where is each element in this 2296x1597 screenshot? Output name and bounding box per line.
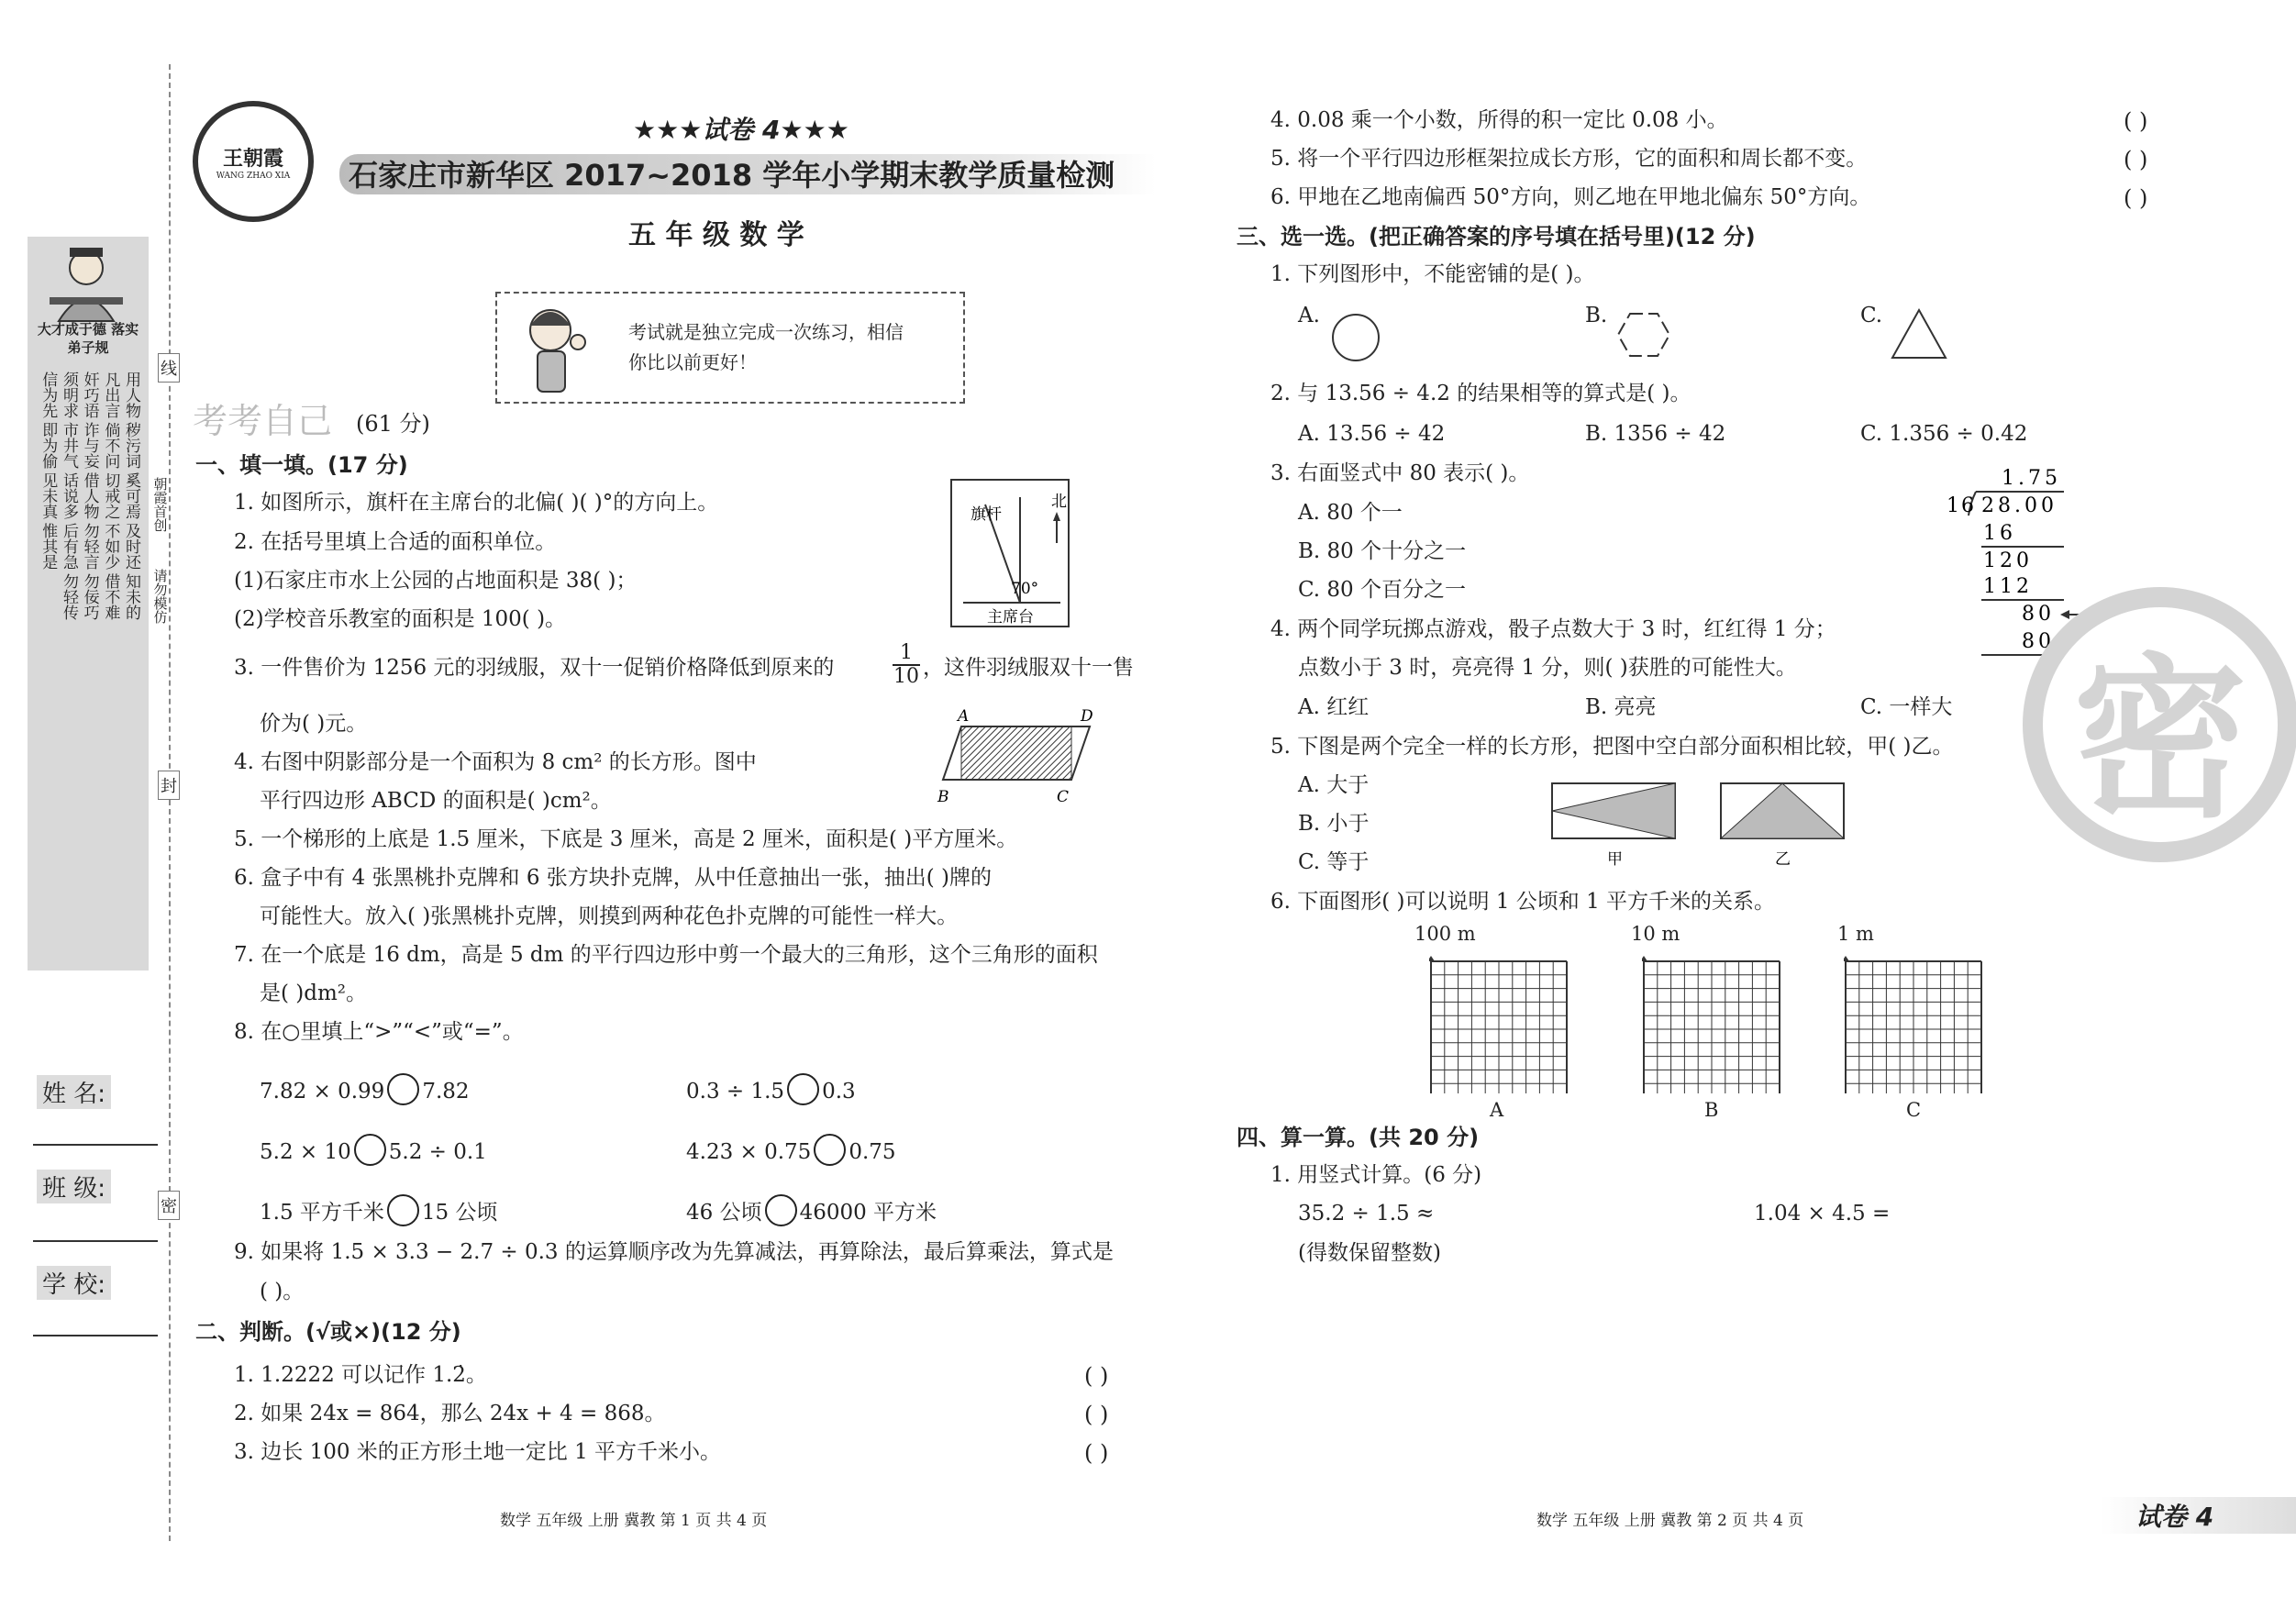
fill-question-4-a: 4. 右图中阴影部分是一个面积为 8 cm² 的长方形。图中	[234, 750, 757, 774]
choice-question-1: 1. 下列图形中，不能密铺的是( )。	[1270, 262, 1595, 286]
choice-question-4-a: 4. 两个同学玩掷点游戏，骰子点数大于 3 时，红红得 1 分；	[1270, 617, 1836, 641]
motto-col: 知未的	[122, 573, 140, 620]
class-label: 班 级:	[37, 1170, 111, 1203]
option-label[interactable]: B. 亮亮	[1585, 695, 1657, 719]
option-label[interactable]: A. 大于	[1298, 773, 1370, 797]
compare-item	[686, 1194, 937, 1226]
motto-col: 惟其是	[39, 523, 58, 570]
motto: 大才成于德 落实弟子规	[37, 321, 139, 356]
fill-question-5: 5. 一个梯形的上底是 1.5 厘米，下底是 3 厘米，高是 2 厘米，面积是( )平方厘米。	[234, 827, 1018, 851]
division-dividend: 28.00	[1981, 494, 2058, 517]
judge-question-3: 3. 边长 100 米的正方形土地一定比 1 平方千米小。	[234, 1440, 722, 1464]
fill-question-2: 2. 在括号里填上合适的面积单位。	[234, 530, 557, 554]
seal-char: 封	[158, 771, 180, 800]
motto-col: 话说多	[59, 472, 78, 519]
logo-text: 王朝霞	[222, 146, 283, 171]
compare-right: 15 公顷	[421, 1201, 498, 1225]
motto-col: 不如少	[101, 523, 120, 570]
seal-char: 密	[158, 1191, 180, 1220]
section-title: 考考自己	[193, 401, 333, 441]
fill-question-4-b: 平行四边形 ABCD 的面积是( )cm²。	[260, 789, 612, 813]
judge-question-4: 4. 0.08 乘一个小数，所得的积一定比 0.08 小。	[1270, 108, 1728, 132]
vertex-b: B	[937, 788, 949, 806]
motto-col: 后有急	[59, 523, 78, 570]
parallelogram-figure	[934, 706, 1108, 816]
motto-col: 市井气	[59, 422, 78, 469]
fill-question-6-b: 可能性大。放入( )张黑桃扑克牌，则摸到两种花色扑克牌的可能性一样大。	[260, 904, 959, 928]
option-label[interactable]: C. 等于	[1298, 850, 1370, 874]
grid-size-label: 1 m	[1837, 923, 1874, 945]
rectangle-compare-figure	[1550, 782, 1853, 870]
compare-left: 1.5 平方千米	[260, 1201, 384, 1225]
motto-col: 即为偷	[39, 422, 58, 469]
calc-question-1: 1. 用竖式计算。(6 分)	[1270, 1163, 1482, 1187]
stamp-character: 密	[2072, 638, 2247, 841]
motto-col: 诈与妄	[80, 422, 99, 469]
fill-question-7-a: 7. 在一个底是 16 dm，高是 5 dm 的平行四边形中剪一个最大的三角形，这个三角形的面积	[234, 943, 1098, 967]
compare-right: 5.2 ÷ 0.1	[388, 1140, 487, 1164]
vertex-c: C	[1057, 788, 1070, 806]
fill-question-8: 8. 在○里填上“>”“<”或“=”。	[234, 1020, 524, 1044]
option-label[interactable]: B. 1356 ÷ 42	[1585, 422, 1726, 446]
compare-item	[260, 1073, 470, 1105]
fill-section-title: 一、填一填。(17 分)	[195, 452, 408, 478]
compare-circle[interactable]	[787, 1073, 819, 1105]
motto-col: 倘不问	[101, 422, 120, 469]
judge-question-1: 1. 1.2222 可以记作 1.2̇。	[234, 1363, 487, 1387]
motto-col: 信为先	[39, 372, 58, 418]
paper-label: ★★★试卷 4★★★	[633, 115, 849, 145]
option-label[interactable]: C. 一样大	[1860, 695, 1953, 719]
option-label[interactable]: B. 小于	[1298, 812, 1370, 836]
compare-left: 0.3 ÷ 1.5	[686, 1080, 785, 1103]
fill-question-2-1: (1)石家庄市水上公园的占地面积是 38( )；	[234, 569, 638, 593]
option-label[interactable]: C.	[1860, 304, 1883, 327]
class-field[interactable]	[33, 1240, 158, 1242]
compare-left: 4.23 × 0.75	[686, 1140, 812, 1164]
choice-question-2: 2. 与 13.56 ÷ 4.2 的结果相等的算式是( )。	[1270, 382, 1691, 405]
division-row: 0	[2040, 658, 2053, 681]
figure-label-yi: 乙	[1775, 850, 1791, 869]
stage-label: 主席台	[987, 608, 1034, 627]
motto-col: 借不难	[101, 573, 120, 620]
flagpole-figure	[950, 479, 1070, 627]
answer-paren[interactable]: ( )	[1084, 1402, 1109, 1427]
answer-paren[interactable]: ( )	[1084, 1363, 1109, 1389]
motto-col: 勿轻传	[59, 573, 78, 620]
fill-question-9-b: ( )。	[260, 1280, 305, 1303]
grid-figure-c	[1844, 948, 1983, 1093]
compare-right: 0.75	[849, 1140, 896, 1164]
corner-paper-label: 试卷 4	[2135, 1502, 2214, 1532]
compare-item	[260, 1134, 487, 1166]
choice-question-4-b: 点数小于 3 时，亮亮得 1 分，则( )获胜的可能性大。	[1298, 656, 1797, 680]
option-label[interactable]: C. 80 个百分之一	[1298, 578, 1466, 602]
seal-char: 线	[158, 353, 180, 383]
division-quotient: 1.75	[2002, 467, 2061, 490]
motto-columns	[37, 372, 139, 959]
paper-label-text: 试卷 4	[702, 115, 781, 145]
fill-question-3-b: ，这件羽绒服双十一售	[923, 656, 1134, 680]
motto-col: 奚可焉	[122, 472, 140, 519]
grid-name[interactable]: A	[1490, 1099, 1504, 1121]
school-field[interactable]	[33, 1335, 158, 1336]
exam-title: 石家庄市新华区 2017~2018 学年小学期末教学质量检测	[349, 158, 1115, 193]
judge-section-title: 二、判断。(√或×)(12 分)	[195, 1319, 461, 1345]
motto-col: 须明求	[59, 372, 78, 418]
option-label[interactable]: A. 80 个一	[1298, 501, 1403, 525]
choice-question-6: 6. 下面图形( )可以说明 1 公顷和 1 平方千米的关系。	[1270, 890, 1776, 914]
confidential-stamp	[2023, 587, 2296, 862]
option-label[interactable]: A. 红红	[1298, 695, 1370, 719]
motto-col: 及时还	[122, 523, 140, 570]
division-row: 80	[2022, 603, 2055, 626]
option-label[interactable]: C. 1.356 ÷ 0.42	[1860, 422, 2028, 446]
option-label[interactable]: A.	[1298, 304, 1320, 327]
fraction-denominator: 10	[893, 665, 919, 689]
vertex-a: A	[958, 707, 970, 726]
grid-figure-b	[1642, 948, 1781, 1093]
scholar-illustration	[40, 240, 132, 323]
angle-label: 70°	[1011, 580, 1039, 598]
motto-col: 秽污词	[122, 422, 140, 469]
calc-section-title: 四、算一算。(共 20 分)	[1237, 1125, 1480, 1150]
calc-expression-b: 1.04 × 4.5 =	[1754, 1202, 1891, 1225]
compare-item	[260, 1194, 497, 1226]
compare-right: 7.82	[422, 1080, 470, 1103]
division-divisor: 16	[1947, 494, 1976, 517]
motto-col: 奸巧语	[80, 372, 99, 418]
fill-question-3-c: 价为( )元。	[260, 712, 368, 736]
compare-left: 46 公顷	[686, 1201, 762, 1225]
motto-col: 凡出言	[101, 372, 120, 418]
grid-size-label: 10 m	[1631, 923, 1680, 945]
compare-circle[interactable]	[387, 1073, 419, 1105]
encouragement-line-2: 你比以前更好！	[628, 351, 757, 373]
name-field[interactable]	[33, 1144, 158, 1146]
choice-question-5: 5. 下图是两个完全一样的长方形，把图中空白部分面积相比较，甲( )乙。	[1270, 735, 1954, 759]
vertex-d: D	[1081, 707, 1093, 726]
motto-col: 见未真	[39, 472, 58, 519]
grid-size-label: 100 m	[1414, 923, 1476, 945]
fill-question-1: 1. 如图所示，旗杆在主席台的北偏( )( )°的方向上。	[234, 491, 719, 515]
fill-question-7-b: 是( )dm²。	[260, 981, 368, 1005]
girl-illustration	[514, 298, 596, 394]
choice-section-title: 三、选一选。(把正确答案的序号填在括号里)(12 分)	[1237, 224, 1756, 250]
flag-label: 旗杆	[971, 505, 1002, 524]
option-label[interactable]: A. 13.56 ÷ 42	[1298, 422, 1446, 446]
logo	[193, 101, 314, 222]
north-label: 北	[1051, 493, 1067, 511]
compare-item	[686, 1073, 856, 1105]
fill-question-3-a: 3. 一件售价为 1256 元的羽绒服，双十一促销价格降低到原来的	[234, 656, 835, 680]
fill-question-6-a: 6. 盒子中有 4 张黑桃扑克牌和 6 张方块扑克牌，从中任意抽出一张，抽出( )牌的	[234, 866, 993, 890]
fill-question-9-a: 9. 如果将 1.5 × 3.3 − 2.7 ÷ 0.3 的运算顺序改为先算减法，再算除法，最后算乘法，算式是	[234, 1240, 1114, 1264]
grid-figure-a	[1429, 948, 1569, 1093]
motto-col: 用人物	[122, 372, 140, 418]
margin-note: 朝霞首创	[151, 477, 169, 532]
compare-left: 7.82 × 0.99	[260, 1080, 385, 1103]
judge-question-2: 2. 如果 24x = 864，那么 24x + 4 = 868。	[234, 1402, 666, 1425]
compare-circle[interactable]	[387, 1194, 419, 1226]
cut-line	[169, 64, 171, 1541]
compare-right: 0.3	[822, 1080, 856, 1103]
judge-question-5: 5. 将一个平行四边形框架拉成长方形，它的面积和周长都不变。	[1270, 147, 1868, 171]
motto-col: 勿轻言	[80, 523, 99, 570]
answer-paren[interactable]: ( )	[2124, 108, 2148, 134]
compare-right: 46000 平方米	[799, 1201, 937, 1225]
motto-col: 勿佞巧	[80, 573, 99, 620]
division-row: 16	[1983, 522, 2016, 545]
school-label: 学 校:	[37, 1266, 111, 1300]
division-row: 120	[1983, 549, 2033, 572]
judge-question-6: 6. 甲地在乙地南偏西 50°方向，则乙地在甲地北偏东 50°方向。	[1270, 185, 1871, 209]
grid-name[interactable]: B	[1704, 1099, 1719, 1121]
hexagon-shape	[1616, 312, 1671, 358]
option-label[interactable]: B.	[1585, 304, 1608, 327]
fraction	[893, 642, 920, 688]
compare-circle[interactable]	[354, 1134, 386, 1166]
name-label: 姓 名:	[37, 1075, 111, 1109]
page-footer-left: 数学 五年级 上册 冀教 第 1 页 共 4 页	[500, 1512, 768, 1530]
motto-col: 切戒之	[101, 472, 120, 519]
compare-item	[686, 1134, 896, 1166]
triangle-shape	[1890, 307, 1948, 360]
choice-question-3: 3. 右面竖式中 80 表示( )。	[1270, 461, 1530, 485]
fraction-numerator: 1	[893, 642, 920, 666]
subject-title: 五 年 级 数 学	[628, 219, 804, 251]
option-label[interactable]: B. 80 个十分之一	[1298, 539, 1467, 563]
circle-shape	[1330, 312, 1381, 363]
answer-paren[interactable]: ( )	[1084, 1440, 1109, 1466]
encouragement-line-1: 考试就是独立完成一次练习，相信	[628, 321, 904, 343]
compare-circle[interactable]	[765, 1194, 797, 1226]
motto-col: 借人物	[80, 472, 99, 519]
division-row: 112	[1983, 575, 2033, 598]
grid-name[interactable]: C	[1906, 1099, 1922, 1121]
section-score: (61 分)	[356, 411, 430, 437]
answer-paren[interactable]: ( )	[2124, 147, 2148, 172]
calc-note: (得数保留整数)	[1298, 1241, 1441, 1265]
figure-label-jia: 甲	[1607, 850, 1623, 869]
page-footer-right: 数学 五年级 上册 冀教 第 2 页 共 4 页	[1536, 1512, 1804, 1530]
logo-subtext: WANG ZHAO XIA	[216, 171, 291, 181]
calc-expression-a: 35.2 ÷ 1.5 ≈	[1298, 1202, 1435, 1225]
answer-paren[interactable]: ( )	[2124, 185, 2148, 211]
division-row: 80	[2022, 630, 2055, 653]
margin-note: 请勿模仿	[151, 569, 169, 624]
compare-circle[interactable]	[814, 1134, 846, 1166]
fill-question-2-2: (2)学校音乐教室的面积是 100( )。	[234, 607, 567, 631]
compare-left: 5.2 × 10	[260, 1140, 351, 1164]
